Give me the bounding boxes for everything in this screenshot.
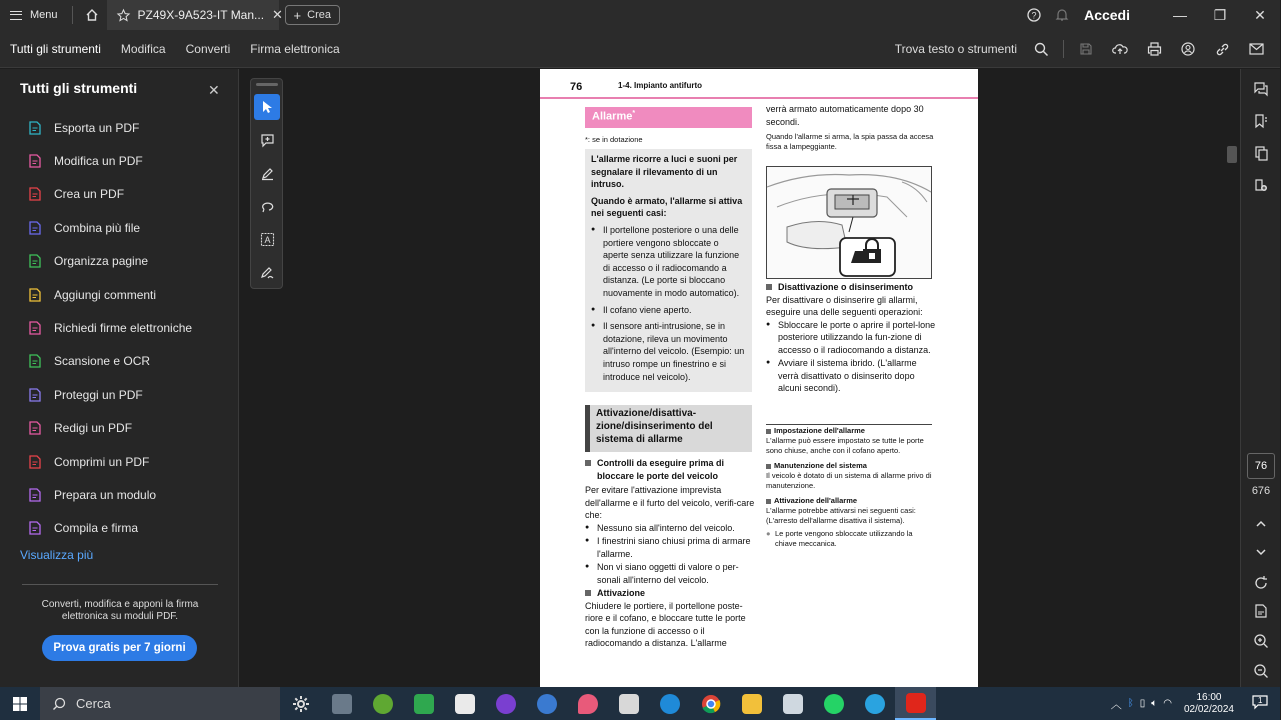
tool-item[interactable] <box>0 311 239 344</box>
qb-app-icon[interactable] <box>526 687 567 720</box>
close-window-button[interactable]: ✕ <box>1254 6 1266 23</box>
bluetooth-icon[interactable]: ᛒ <box>1127 698 1134 709</box>
request-signature-icon <box>28 321 42 335</box>
list-item: ● Avviare il sistema ibrido. (L'allarme verrà disattivato o disinserito dopo alcuni secondi). <box>766 357 936 395</box>
edit-pdf-icon <box>28 154 42 168</box>
hamburger-icon <box>10 11 22 20</box>
notification-icon[interactable] <box>1252 695 1268 712</box>
header-rule <box>540 97 978 99</box>
main-toolbar <box>0 30 1280 68</box>
date: 02/02/2024 <box>1183 703 1234 715</box>
show-more-link[interactable]: Visualizza più <box>20 548 94 562</box>
tab-all-tools[interactable]: Tutti gli strumenti <box>10 41 101 56</box>
home-button[interactable] <box>77 0 107 30</box>
divider <box>766 424 932 425</box>
maximize-button[interactable]: ❐ <box>1213 6 1227 23</box>
alarm-when: Quando è armato, l'allarme si attiva nei seguenti casi: <box>591 195 743 219</box>
tool-item-label: Esporta un PDF <box>54 120 140 135</box>
note-title <box>766 496 936 506</box>
star-icon[interactable] <box>117 9 130 22</box>
page-header: 1-4. Impianto antifurto <box>618 81 702 90</box>
k-app-icon[interactable] <box>444 687 485 720</box>
windows-icon <box>12 696 28 712</box>
find-text-label[interactable]: Trova testo o strumenti <box>894 42 1017 56</box>
drag-handle[interactable] <box>256 83 278 86</box>
total-pages: 676 <box>1251 485 1271 497</box>
tool-item-label: Combina più file <box>54 220 141 235</box>
title-bar <box>0 0 1280 30</box>
edge-app-icon[interactable] <box>649 687 690 720</box>
zoom-in-icon[interactable] <box>1241 629 1281 653</box>
note-title <box>766 461 936 471</box>
spreadsheet-app-icon[interactable] <box>403 687 444 720</box>
tool-item[interactable] <box>0 478 239 511</box>
tool-item[interactable] <box>0 445 239 478</box>
lasso-icon <box>260 199 275 214</box>
select-tool-button[interactable] <box>254 94 280 120</box>
activation-text: Chiudere le portiere, il portellone poste-riore e il cofano, e bloccare tutte le porte con la funzione di accesso o il radiocomando a distanza. L'allarme <box>585 600 746 648</box>
photos-app-icon[interactable] <box>772 687 813 720</box>
pen-icon <box>260 166 275 181</box>
right-column-top <box>766 103 936 152</box>
comment-plus-icon <box>260 133 275 148</box>
footnote: *: se in dotazione <box>585 135 643 144</box>
comment-icon <box>28 288 42 302</box>
armed-text: verrà armato automaticamente dopo 30 secondi. <box>766 104 924 127</box>
disarm-title-text: Disattivazione o disinserimento <box>778 282 914 292</box>
note-text: L'allarme può essere impostato se tutte le porte sono chiuse, anche con il cofano aperto. <box>766 436 924 455</box>
tool-item-label: Modifica un PDF <box>54 154 143 169</box>
attachments-icon[interactable] <box>1241 173 1281 197</box>
list-item: ● Non vi siano oggetti di valore o per-sonali all'interno del veicolo. <box>585 561 755 586</box>
tool-item-label: Redigi un PDF <box>54 421 133 436</box>
note-text: L'allarme potrebbe attivarsi nei seguenti casi: (L'arresto dell'allarme disattiva il sistema). <box>766 506 916 525</box>
sign-in-button[interactable]: Accedi <box>1084 7 1130 23</box>
tool-item[interactable] <box>0 412 239 445</box>
alarm-title-star: * <box>632 110 636 117</box>
tab-convert[interactable]: Converti <box>185 41 231 56</box>
minimize-button[interactable]: — <box>1173 7 1187 23</box>
tool-item[interactable] <box>0 378 239 411</box>
tool-item[interactable] <box>0 512 239 545</box>
save-icon[interactable] <box>1070 30 1102 68</box>
checks-title-text: Controlli da eseguire prima di bloccare le porte del veicolo <box>597 458 725 481</box>
sign-tool-button[interactable] <box>254 259 280 285</box>
quick-tools-strip <box>250 78 283 289</box>
bookmark-icon[interactable] <box>1241 109 1281 133</box>
page-view-icon[interactable] <box>1241 599 1281 623</box>
windows-taskbar <box>0 687 1280 720</box>
tab-edit[interactable]: Modifica <box>120 41 166 56</box>
notification-count: 1 <box>1258 696 1263 705</box>
right-column-notes <box>766 426 936 549</box>
current-page-input[interactable]: 76 <box>1247 453 1275 479</box>
start-button[interactable] <box>0 687 40 720</box>
tool-item[interactable] <box>0 144 239 177</box>
list-item: ● Il sensore anti-intrusione, se in dotazione, rileva un movimento all'interno del veicolo. (Esempio: un intruso rompe un finestrino e si introduce nel veicolo). <box>591 320 746 383</box>
menu-label: Menu <box>30 9 58 21</box>
tor-app-icon[interactable] <box>485 687 526 720</box>
tool-item-label: Comprimi un PDF <box>54 454 150 469</box>
system-tray <box>1111 687 1280 720</box>
link-icon[interactable] <box>1206 30 1238 68</box>
share-user-icon[interactable] <box>1172 30 1204 68</box>
scroll-down-icon[interactable] <box>1241 540 1281 564</box>
list-item: ● Il cofano viene aperto. <box>591 304 746 317</box>
scrollbar-thumb[interactable] <box>1227 146 1237 163</box>
rotate-icon[interactable] <box>1241 571 1281 595</box>
telegram-app-icon[interactable] <box>854 687 895 720</box>
search-icon[interactable] <box>1025 30 1057 68</box>
tool-item-label: Organizza pagine <box>54 254 149 269</box>
disarm-title <box>766 281 936 294</box>
alarm-info-box <box>585 149 752 392</box>
export-pdf-icon <box>28 121 42 135</box>
tool-item-label: Scansione e OCR <box>54 354 151 369</box>
plus-icon: + <box>293 7 302 23</box>
tool-item-label: Compila e firma <box>54 521 139 536</box>
cursor-icon <box>261 100 273 114</box>
tab-title: PZ49X-9A523-IT Man... <box>137 8 265 22</box>
free-trial-button[interactable]: Prova gratis per 7 giorni <box>42 635 197 661</box>
create-pdf-icon <box>28 187 42 201</box>
car-interior-illustration <box>766 166 932 279</box>
document-tab[interactable] <box>107 0 283 30</box>
draw-tool-button[interactable] <box>254 193 280 219</box>
home-icon <box>85 8 99 22</box>
activation-title <box>585 587 755 600</box>
organize-pages-icon <box>28 254 42 268</box>
all-tools-panel <box>0 69 239 687</box>
tool-item[interactable] <box>0 178 239 211</box>
section-title-alarm <box>585 107 752 128</box>
note-title <box>766 426 936 436</box>
trig-bullet-text: Le porte vengono sbloccate utilizzando la chiave meccanica. <box>775 529 913 548</box>
list-item: ● Il portellone posteriore o una delle portiere vengono sbloccate o aperte senza utilizzare la funzione di accesso o il radiocomando a distanza. (Le porte si bloccano nuovamente in modo automatico). <box>591 224 746 300</box>
trig-title-text: Attivazione dell'allarme <box>774 496 858 505</box>
clock[interactable] <box>1184 692 1234 716</box>
search-icon <box>52 697 66 711</box>
alarm-intro: L'allarme ricorre a luci e suoni per segnalare il rilevamento di un intruso. <box>591 154 738 190</box>
email-icon[interactable] <box>1240 30 1272 68</box>
add-comment-tool-button[interactable] <box>254 127 280 153</box>
divider <box>72 6 73 24</box>
tool-item-label: Crea un PDF <box>54 187 125 202</box>
close-tab-icon[interactable]: ✕ <box>272 7 283 22</box>
redact-pdf-icon <box>28 421 42 435</box>
tool-item[interactable] <box>0 245 239 278</box>
checks-intro: Per evitare l'attivazione imprevista dell'allarme e il furto del veicolo, verifi-care che: <box>585 485 755 520</box>
protect-pdf-icon <box>28 388 42 402</box>
pages-thumbnails-icon[interactable] <box>1241 141 1281 165</box>
list-item: ● Sbloccare le porte o aprire il portel-lone posteriore utilizzando la fun-zione di accesso o il radiocomando a distanza. <box>766 319 936 357</box>
create-button[interactable] <box>285 5 340 25</box>
cloud-upload-icon[interactable] <box>1104 30 1136 68</box>
zoom-out-icon[interactable] <box>1241 659 1281 683</box>
tool-item-label: Prepara un modulo <box>54 487 157 502</box>
file-explorer-app-icon[interactable] <box>731 687 772 720</box>
menu-button[interactable] <box>0 0 68 30</box>
create-label: Crea <box>307 9 331 21</box>
volume-icon[interactable]: 🔈︎ <box>1151 698 1158 709</box>
list-item: ● Nessuno sia all'interno del veicolo. <box>585 522 755 535</box>
tool-item[interactable] <box>0 345 239 378</box>
wifi-icon[interactable]: ◠ <box>1163 698 1172 709</box>
print-icon[interactable] <box>1138 30 1170 68</box>
prepare-form-icon <box>28 488 42 502</box>
divider <box>1063 40 1064 58</box>
scan-ocr-icon <box>28 354 42 368</box>
tool-item[interactable] <box>0 211 239 244</box>
tool-item-label: Aggiungi commenti <box>54 287 157 302</box>
panel-title: Tutti gli strumenti <box>20 80 138 96</box>
tool-item-label: Richiedi firme elettroniche <box>54 321 193 336</box>
bell-icon[interactable] <box>1048 0 1076 30</box>
maint-title-text: Manutenzione del sistema <box>774 461 867 470</box>
settings-app-icon[interactable] <box>280 687 321 720</box>
svg-text:A: A <box>263 234 271 245</box>
pdf-page <box>540 69 978 687</box>
set-title-text: Impostazione dell'allarme <box>774 426 865 435</box>
whatsapp-app-icon[interactable] <box>813 687 854 720</box>
text-box-icon <box>260 232 275 247</box>
time: 16:00 <box>1196 691 1222 703</box>
calculator-app-icon[interactable] <box>608 687 649 720</box>
indicator-text: Quando l'allarme si arma, la spia passa da accesa fissa a lampeggiante. <box>766 132 934 151</box>
tools-list <box>0 111 239 545</box>
scroll-up-icon[interactable] <box>1241 512 1281 536</box>
torrent-app-icon[interactable] <box>362 687 403 720</box>
comments-panel-icon[interactable] <box>1241 77 1281 101</box>
disarm-intro: Per disattivare o disinserire gli allarmi, eseguire una delle seguenti operazioni: <box>766 294 923 317</box>
tool-item-label: Proteggi un PDF <box>54 387 143 402</box>
taskbar-search[interactable] <box>40 687 280 720</box>
svg-text:?: ? <box>1031 10 1037 21</box>
right-column-middle <box>766 281 936 396</box>
left-column-lower <box>585 457 755 650</box>
compress-pdf-icon <box>28 455 42 469</box>
tab-esign[interactable]: Firma elettronica <box>250 41 340 56</box>
fill-sign-icon <box>28 521 42 535</box>
droplet-app-icon[interactable] <box>567 687 608 720</box>
chrome-app-icon[interactable] <box>690 687 731 720</box>
chevron-up-icon[interactable]: ︿ <box>1110 698 1122 711</box>
tool-item[interactable] <box>0 278 239 311</box>
help-icon[interactable] <box>1020 0 1048 30</box>
divider <box>22 584 218 585</box>
battery-icon[interactable]: ▯ <box>1139 698 1146 709</box>
text-tool-button[interactable] <box>254 226 280 252</box>
list-item: ● I finestrini siano chiusi prima di armare l'allarme. <box>585 535 755 560</box>
close-panel-icon[interactable]: ✕ <box>208 82 220 98</box>
activation-title-text: Attivazione <box>597 588 646 598</box>
promo-text: Converti, modifica e apponi la firma elettronica su moduli PDF. <box>41 599 199 622</box>
section-title-activation: Attivazione/disattiva-zione/disinserimento del sistema di allarme <box>585 405 752 452</box>
tool-item[interactable] <box>0 111 239 144</box>
combine-files-icon <box>28 221 42 235</box>
right-sidebar <box>1240 69 1280 687</box>
acrobat-app-icon[interactable] <box>895 687 936 720</box>
highlight-tool-button[interactable] <box>254 160 280 186</box>
checks-title <box>585 457 755 482</box>
note-text: Il veicolo è dotato di un sistema di allarme privo di manutenzione. <box>766 471 932 490</box>
camera-app-icon[interactable] <box>321 687 362 720</box>
list-item: ● Le porte vengono sbloccate utilizzando la chiave meccanica. <box>766 529 913 548</box>
alarm-title-text: Allarme <box>592 110 633 123</box>
signature-icon <box>260 265 275 280</box>
page-number: 76 <box>570 81 583 93</box>
search-label: Cerca <box>76 696 111 711</box>
